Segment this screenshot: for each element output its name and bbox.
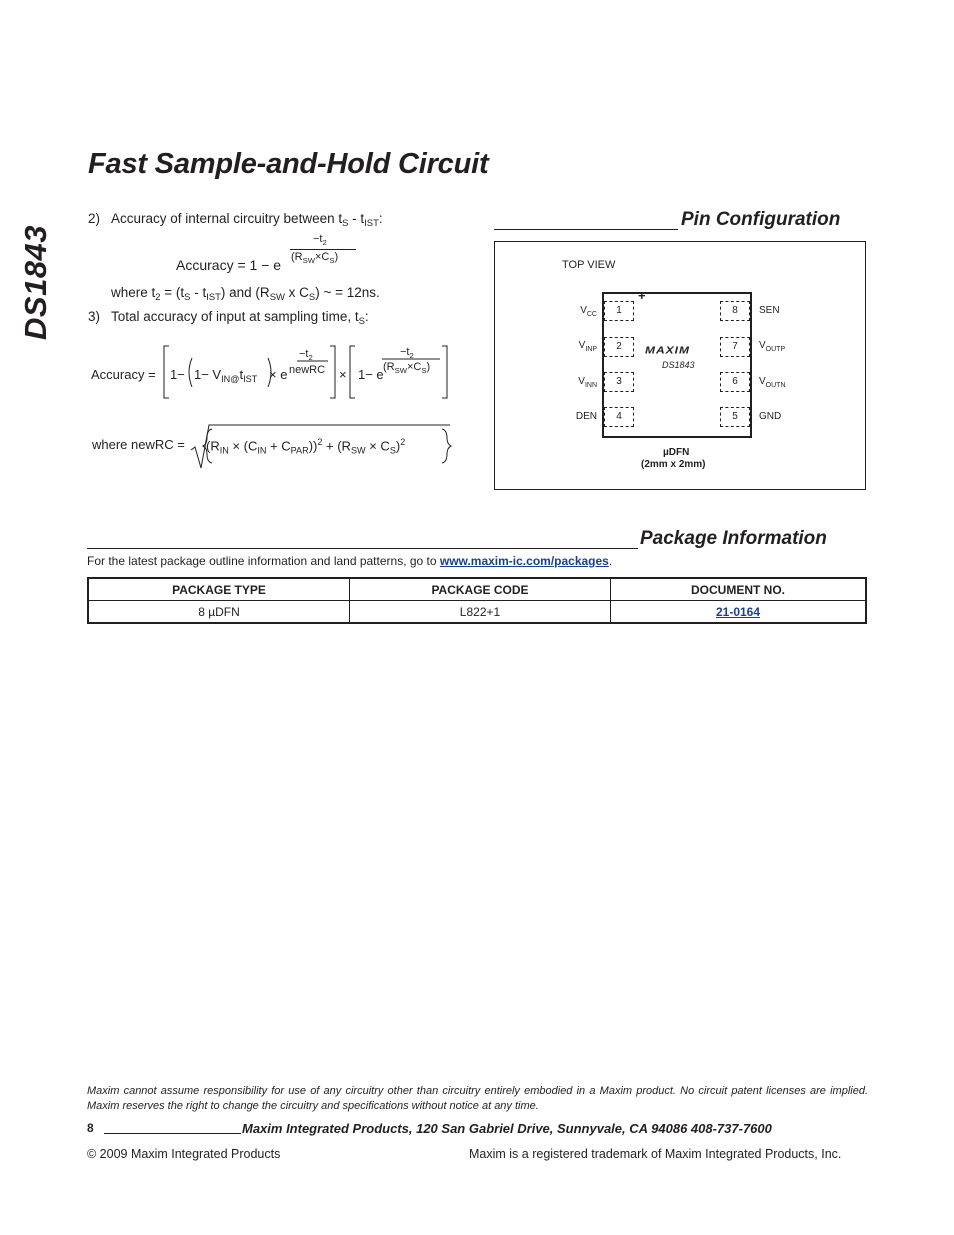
eq2-exp-denominator: newRC [289, 364, 326, 376]
pin-pad-3: 3 [604, 372, 634, 392]
eq2-exp2-den-sub-s: S [421, 366, 427, 375]
disclaimer: Maxim cannot assume responsibility for use of any circuitry other than circuitry entirely embodied in a Maxim product. No circuit patent licenses are implied. Maxim reserves the right to change the circuitry and specifications without notice at any time. [87, 1085, 868, 1112]
footer-address: Maxim Integrated Products, 120 San Gabriel Drive, Sunnyvale, CA 94086 408-737-7600 [242, 1121, 772, 1136]
eq3-close: )) [308, 438, 318, 454]
item-2-text [111, 211, 383, 229]
pin-label-vinn [560, 376, 597, 389]
eq3-sup-1: 2 [317, 437, 323, 447]
table-cell-package-type: 8 µDFN [88, 601, 350, 624]
package-table [87, 577, 867, 624]
pin-label-vinp-v: V [578, 340, 586, 351]
where1-b: = (t [160, 285, 185, 300]
where1-e: x C [284, 285, 309, 300]
package-info-intro-text: For the latest package outline information and land patterns, go to [87, 554, 440, 568]
item-3-colon: : [364, 309, 369, 324]
eq1-den-r: (R [291, 251, 303, 263]
item-2-label [88, 211, 100, 226]
where1-sub-sw: SW [269, 292, 285, 303]
table-cell-package-code: L822+1 [350, 601, 611, 624]
item-2-sub-s: S [342, 218, 349, 229]
eq2-times-e: × e [269, 367, 288, 382]
where1-sub-s: S [184, 292, 191, 303]
package-label-line1: µDFN [663, 447, 690, 458]
item-2-text-a: Accuracy of internal circuitry between t [111, 211, 343, 226]
pin-label-voutp [759, 340, 785, 353]
pin-label-vcc-sub: CC [586, 311, 597, 318]
eq2-exp2-denominator [383, 361, 430, 375]
package-info-period: . [608, 554, 613, 568]
item-2-number: 2) [88, 211, 101, 226]
footer-rule [104, 1133, 241, 1134]
where1-sub-2: 2 [155, 292, 161, 303]
table-cell-document-no [611, 601, 867, 624]
eq3-sub-par: PAR [290, 445, 309, 456]
copyright: © 2009 Maxim Integrated Products [87, 1147, 281, 1161]
eq1-num-sub: 2 [322, 238, 327, 247]
maxim-logo: MAXIM [645, 344, 690, 356]
table-header-package-code: PACKAGE CODE [350, 578, 611, 601]
eq2-part3: 1− e [358, 367, 384, 382]
pin-label-sen: SEN [759, 305, 780, 316]
where1-d: ) and (R [220, 285, 270, 300]
eq3-sub-s: S [389, 445, 396, 456]
side-part-number: DS1843 [18, 224, 53, 340]
table-header-document-no: DOCUMENT NO. [611, 578, 867, 601]
pin-label-vcc-v: V [580, 305, 587, 316]
pin-label-voutp-sub: OUTP [765, 346, 786, 353]
pin-pad-7: 7 [720, 337, 750, 357]
eq2-exp2-den-close: ) [426, 361, 431, 373]
package-label-2mm-b: 2mm) [678, 459, 706, 470]
page-title: Fast Sample-and-Hold Circuit [88, 148, 489, 180]
eq1-den-close: ) [334, 251, 339, 263]
pin-config-rule [494, 229, 678, 230]
eq1-denominator [291, 251, 338, 265]
item-2-colon: : [378, 211, 383, 226]
eq3-sub-in2: IN [257, 445, 267, 456]
eq2-exp2-den-sub-sw: SW [394, 366, 407, 375]
pin-label-vinp [560, 340, 597, 353]
eq2-lhs: Accuracy = [91, 367, 156, 382]
where1-f: ) ~ = 12ns. [315, 285, 380, 300]
eq2-exp-num-sub: 2 [308, 353, 313, 362]
eq2-exp2-den-r: (R [383, 361, 395, 373]
package-label-x: x [670, 459, 677, 470]
table-header-row [88, 578, 866, 601]
eq1-fraction-bar [290, 249, 356, 250]
eq3-c-par: + C [266, 438, 291, 454]
page-number: 8 [87, 1121, 94, 1135]
pin-config-title: Pin Configuration [681, 209, 841, 230]
eq2-times: × [339, 367, 347, 382]
item-3-number: 3) [88, 309, 101, 324]
pin-label-vcc [560, 305, 597, 318]
pin-pad-5: 5 [720, 407, 750, 427]
item-2-text-b: - t [348, 211, 365, 226]
packages-link[interactable]: www.maxim-ic.com/packages [439, 554, 609, 568]
eq1-den-sub-sw: SW [302, 256, 315, 265]
pin-label-vinn-v: V [578, 376, 585, 387]
item-3-text [111, 309, 369, 327]
pin-label-voutn [759, 376, 786, 389]
eq2-exp-numerator [299, 348, 313, 362]
eq3-c-in: × (C [228, 438, 258, 454]
document-link[interactable]: 21-0164 [715, 604, 761, 619]
pin-pad-2: 2 [604, 337, 634, 357]
pin1-indicator: + [638, 288, 646, 303]
pin-label-vinn-sub: INN [584, 382, 597, 389]
eq3-sub-sw: SW [350, 445, 366, 456]
eq2-part2 [194, 367, 257, 384]
table-header-package-type: PACKAGE TYPE [88, 578, 350, 601]
eq2-part2-v: 1− V [194, 367, 222, 382]
pin-label-voutn-sub: OUTN [765, 382, 786, 389]
eq3-close2: ) [395, 438, 401, 454]
eq2-exp2-den-c: ×C [407, 361, 422, 373]
chip-part-number: DS1843 [662, 360, 695, 370]
eq3-r-in: (R [206, 438, 220, 454]
pin-pad-6: 6 [720, 372, 750, 392]
where1-sub-s2: S [308, 292, 316, 303]
eq2-exp-num-t: −t [299, 348, 309, 360]
eq1-den-sub-s: S [329, 256, 335, 265]
eq1-lhs: Accuracy = 1 − e [176, 257, 282, 273]
table-row [88, 601, 866, 624]
package-label-2mm-a: (2mm [641, 459, 668, 470]
item-2-sub-ist: IST [364, 218, 379, 229]
eq2-exp2-num-t: −t [400, 346, 410, 358]
pin-label-den: DEN [575, 411, 597, 422]
pin-pad-1: 1 [604, 301, 634, 321]
trademark-notice: Maxim is a registered trademark of Maxim Integrated Products, Inc. [469, 1147, 842, 1161]
package-info-rule [87, 548, 638, 549]
eq2-part2-tsub: IST [243, 374, 258, 384]
eq3-r-sw: + (R [322, 438, 351, 454]
eq2-exp2-numerator [400, 346, 414, 360]
eq2-part2-t: t [239, 367, 244, 382]
item-3-text-a: Total accuracy of input at sampling time, t [111, 309, 359, 324]
item-3-sub-s: S [358, 316, 365, 327]
top-view-label: TOP VIEW [562, 259, 616, 271]
pin-label-voutn-v: V [759, 376, 766, 387]
where-1-text [111, 285, 380, 303]
eq2-part2-sub: IN@ [221, 374, 240, 384]
eq3-sub-in: IN [219, 445, 229, 456]
eq1-num-t: −t [313, 233, 323, 245]
eq3-c-s: × C [365, 438, 390, 454]
pin-label-gnd: GND [759, 411, 782, 422]
pin-label-voutp-v: V [759, 340, 766, 351]
package-info-title: Package Information [640, 528, 827, 549]
where1-c: - t [190, 285, 207, 300]
eq3-lhs: where newRC = [92, 437, 185, 452]
eq1-den-c: ×C [315, 251, 330, 263]
eq2-part1: 1− [170, 367, 185, 382]
where1-sub-ist: IST [206, 292, 221, 303]
eq1-numerator [313, 233, 327, 247]
package-label-line2 [641, 459, 706, 470]
package-info-intro [87, 554, 612, 568]
pin-label-vinp-sub: INP [585, 346, 597, 353]
eq3-body [206, 437, 405, 455]
where1-a: where t [111, 285, 156, 300]
eq2-exp2-num-sub: 2 [409, 351, 414, 360]
eq3-sup-2: 2 [400, 437, 406, 447]
pin-pad-4: 4 [604, 407, 634, 427]
pin-pad-8: 8 [720, 301, 750, 321]
